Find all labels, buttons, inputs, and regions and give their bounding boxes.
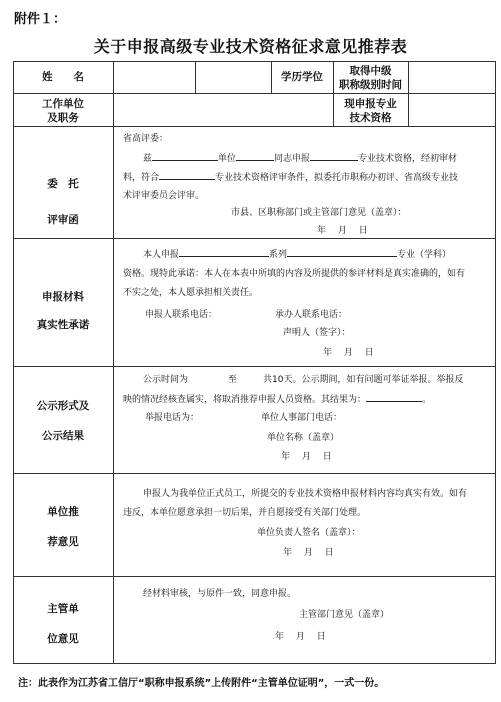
form-border-right	[495, 61, 496, 664]
page-title: 关于申报高级专业技术资格征求意见推荐表	[93, 37, 408, 56]
row-divider	[13, 473, 496, 474]
recommend-sign: 单位负责人签名（盖章）：	[257, 528, 361, 538]
supervisor-opinion: 主管部门意见（盖章）	[299, 610, 390, 620]
supervisor-date: 年 月 日	[275, 632, 326, 642]
col-divider	[195, 61, 196, 94]
entrust-line-1: 省高评委：	[123, 134, 169, 144]
recommend-line-1: 申报人为我单位正式员工，所提交的专业技术资格申报材料内容均真实有效。如有	[143, 489, 468, 499]
name-label: 姓 名	[42, 71, 84, 83]
recommend-date: 年 月 日	[283, 548, 334, 558]
pledge-line-2: 资格。现特此承诺：本人在本表中所填的内容及所提供的参评材料是真实准确的，如有	[123, 269, 466, 279]
supervisor-line-1: 经材料审核，与原件一致，同意申报。	[143, 589, 297, 599]
publicity-report-phone: 举报电话为：	[145, 413, 200, 423]
entrust-line-2: 兹 单位 同志申报 专业技术资格，经初审材	[143, 150, 457, 168]
publicity-unit-name: 单位名称（盖章）	[267, 433, 340, 443]
pledge-date: 年 月 日	[323, 348, 374, 358]
row-divider	[13, 576, 496, 577]
pledge-label: 申报材料 真实性承诺	[36, 291, 90, 331]
row-divider	[13, 238, 496, 239]
publicity-line-1: 公示时间为 至 共10天。公示期间，如有问题可举证举报。举报反	[143, 375, 464, 385]
entrust-line-4: 术评审委员会评审。	[123, 191, 205, 201]
publicity-hr-phone: 单位人事部门电话：	[261, 413, 343, 423]
pledge-declarant: 声明人（签字）：	[283, 328, 351, 338]
publicity-label: 公示形式及 公示结果	[36, 400, 90, 442]
form-border-bottom	[13, 663, 496, 664]
form-border-left	[13, 61, 14, 664]
pledge-contact-phone: 申报人联系电话：	[145, 310, 218, 320]
recommend-label: 单位推 荐意见	[47, 506, 79, 548]
entrust-label: 委 托 评审函	[47, 178, 79, 226]
recommendation-form	[13, 61, 496, 664]
footer-note: 注：此表作为江苏省工信厅“职称申报系统”上传附件“主管单位证明”，一式一份。	[18, 678, 385, 689]
col-divider	[113, 61, 114, 664]
education-label: 学历学位	[281, 71, 323, 83]
row-divider	[13, 93, 496, 94]
row-divider	[13, 366, 496, 367]
attachment-label: 附件１：	[14, 12, 67, 27]
entrust-date: 年 月 日	[317, 226, 368, 236]
pledge-line-3: 不实之处，本人愿承担相关责任。	[123, 288, 259, 298]
obtained-title-label: 取得中级 职称级别时间	[339, 65, 402, 91]
apply-qualification-label: 现申报专业 技术资格	[344, 98, 397, 124]
entrust-opinion: 市县、区职称部门或主管部门意见（盖章）：	[231, 208, 407, 218]
supervisor-label: 主管单 位意见	[47, 603, 79, 645]
pledge-handler-phone: 承办人联系电话：	[275, 310, 348, 320]
work-unit-label: 工作单位 及职务	[42, 98, 84, 124]
recommend-line-2: 违反，本单位愿意承担一切后果，并自愿接受有关部门处理。	[123, 508, 367, 518]
pledge-line-1: 本人申报 系列 专业（学科）	[143, 246, 451, 264]
col-divider	[408, 61, 409, 127]
publicity-date: 年 月 日	[281, 452, 332, 462]
row-divider	[13, 126, 496, 127]
entrust-line-3: 料，符合 专业技术资格评审条件，拟委托市职称办初评、省高级专业技	[123, 169, 458, 187]
form-border-top	[13, 61, 496, 62]
publicity-line-2: 映的情况经核查属实，将取消推荐申报人员资格。其结果为： 。	[123, 391, 431, 409]
